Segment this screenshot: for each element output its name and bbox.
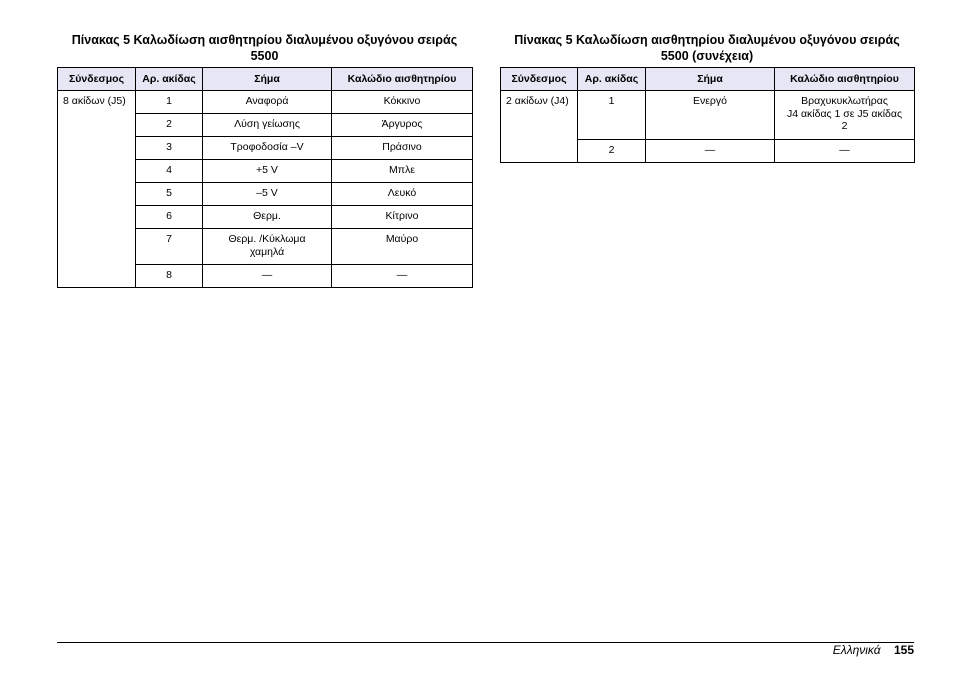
signal-cell: Θερμ. (203, 206, 332, 229)
pin-cell: 1 (136, 91, 203, 114)
table-header-row (58, 68, 473, 91)
wire-cell: Πράσινο (332, 137, 473, 160)
pin-cell: 1 (578, 91, 646, 140)
table-caption (500, 32, 914, 64)
wiring-table-continued (500, 67, 915, 163)
wiring-table (57, 67, 473, 288)
page-footer (833, 643, 914, 657)
column-header-wire: Καλώδιο αισθητηρίου (332, 68, 473, 91)
pin-cell: 2 (136, 114, 203, 137)
wire-cell: — (775, 140, 915, 163)
pin-cell: 5 (136, 183, 203, 206)
page-number: 155 (893, 643, 914, 657)
table-header-row (501, 68, 915, 91)
wire-cell: Μαύρο (332, 229, 473, 265)
wire-cell: Λευκό (332, 183, 473, 206)
signal-cell: –5 V (203, 183, 332, 206)
signal-text-line: Θερμ. /Κύκλωμα (228, 233, 306, 245)
signal-cell (203, 229, 332, 265)
column-header-pin: Αρ. ακίδας (136, 68, 203, 91)
pin-cell: 2 (578, 140, 646, 163)
footer-divider (57, 642, 914, 643)
signal-cell: — (203, 265, 332, 288)
signal-cell: Ενεργό (646, 91, 775, 140)
caption-line: 5500 (συνέχεια) (660, 49, 754, 63)
pin-cell: 8 (136, 265, 203, 288)
signal-cell: Τροφοδοσία –V (203, 137, 332, 160)
caption-line: Πίνακας 5 Καλωδίωση αισθητηρίου διαλυμένου οξυγόνου σειράς (71, 33, 458, 47)
signal-cell: Λύση γείωσης (203, 114, 332, 137)
pin-cell: 4 (136, 160, 203, 183)
pin-cell: 3 (136, 137, 203, 160)
wire-cell (775, 91, 915, 140)
wire-text-line: 2 (841, 120, 848, 132)
wire-cell: Κίτρινο (332, 206, 473, 229)
pin-cell: 7 (136, 229, 203, 265)
signal-cell: +5 V (203, 160, 332, 183)
column-header-pin: Αρ. ακίδας (578, 68, 646, 91)
table-caption (57, 32, 472, 64)
pin-cell: 6 (136, 206, 203, 229)
table-row (58, 91, 473, 114)
wire-cell: Κόκκινο (332, 91, 473, 114)
column-header-connector: Σύνδεσμος (501, 68, 578, 91)
signal-cell: — (646, 140, 775, 163)
wire-cell: Μπλε (332, 160, 473, 183)
column-header-signal: Σήμα (646, 68, 775, 91)
connector-cell: 2 ακίδων (J4) (501, 91, 578, 163)
footer-language: Ελληνικά (832, 643, 881, 657)
column-header-signal: Σήμα (203, 68, 332, 91)
signal-cell: Αναφορά (203, 91, 332, 114)
caption-line: 5500 (250, 49, 279, 63)
wire-text-line: Βραχυκυκλωτήρας (801, 95, 888, 107)
column-header-connector: Σύνδεσμος (58, 68, 136, 91)
table-row (501, 91, 915, 140)
wire-cell: — (332, 265, 473, 288)
wire-cell: Άργυρος (332, 114, 473, 137)
signal-text-line: χαμηλά (249, 245, 285, 258)
column-header-wire: Καλώδιο αισθητηρίου (775, 68, 915, 91)
caption-line: Πίνακας 5 Καλωδίωση αισθητηρίου διαλυμένου οξυγόνου σειράς (514, 33, 900, 47)
wire-text-line: J4 ακίδας 1 σε J5 ακίδας (786, 107, 903, 120)
connector-cell: 8 ακίδων (J5) (58, 91, 136, 288)
